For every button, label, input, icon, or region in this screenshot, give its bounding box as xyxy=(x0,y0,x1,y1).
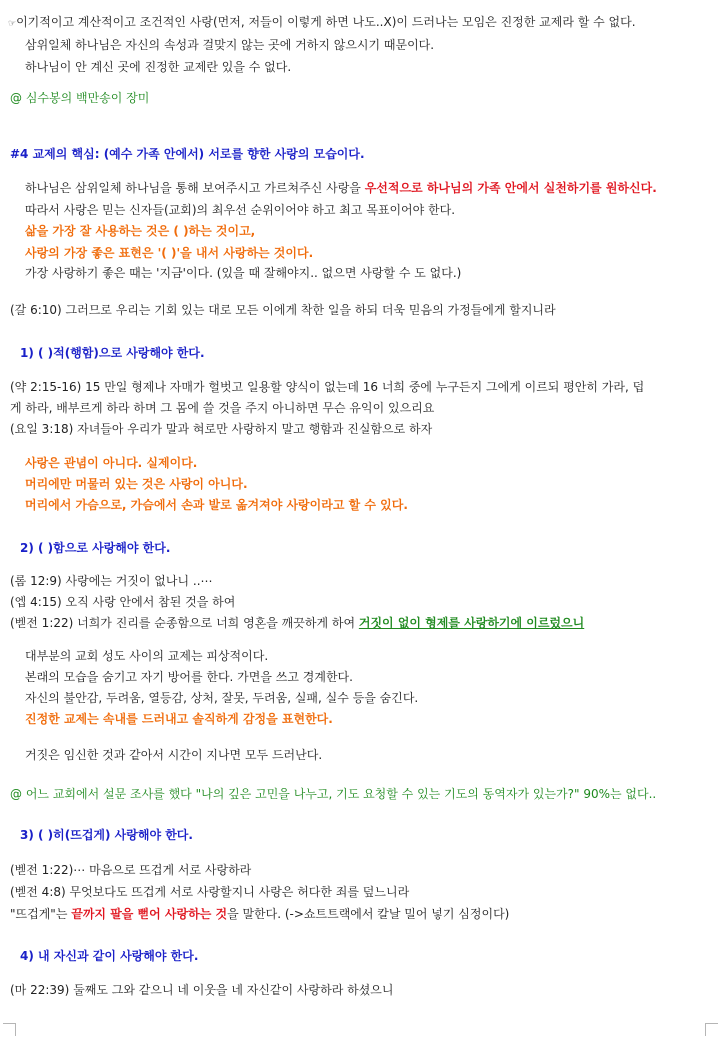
item-2-verse-3: (벧전 1:22) 너희가 진리를 순종함으로 너희 영혼을 깨끗하게 하여 거짓이 없이 형제를 사랑하기에 이르렀으니 xyxy=(10,616,585,630)
section-paragraph-3: 삶을 가장 잘 사용하는 것은 ( )하는 것이고, xyxy=(25,224,256,238)
pointing-hand-icon: ☞ xyxy=(8,19,17,29)
emphasis-red: 우선적으로 하나님의 가족 안에서 실천하기를 원하신다. xyxy=(364,181,657,195)
item-2-heading: 2) ( )함으로 사랑해야 한다. xyxy=(20,541,171,555)
section-paragraph-4: 사랑의 가장 좋은 표현은 '( )'을 내서 사랑하는 것이다. xyxy=(25,246,314,260)
item-4-verse-1: (마 22:39) 둘째도 그와 같으니 네 이웃을 네 자신같이 사랑하라 하셨으니 xyxy=(10,983,394,997)
intro-line-3: 하나님이 안 계신 곳에 진정한 교제란 있을 수 없다. xyxy=(25,60,292,74)
item-3-paragraph: "뜨겁게"는 끝까지 팔을 뻗어 사랑하는 것을 말한다. (->쇼트트랙에서 칼날 밀어 넣기 심정이다) xyxy=(10,907,510,921)
section-paragraph-1: 하나님은 삼위일체 하나님을 통해 보여주시고 가르쳐주신 사랑을 우선적으로 하나님의 가족 안에서 실천하기를 원하신다. xyxy=(25,181,657,195)
page-corner-mark xyxy=(3,1023,16,1036)
item-1-heading: 1) ( )적(행함)으로 사랑해야 한다. xyxy=(20,346,205,360)
item-2-paragraph-5: 거짓은 임신한 것과 같아서 시간이 지나면 모두 드러난다. xyxy=(25,748,323,762)
item-2-paragraph-1: 대부분의 교회 성도 사이의 교제는 피상적이다. xyxy=(25,649,269,663)
item-1-verse-2: (요일 3:18) 자녀들아 우리가 말과 혀로만 사랑하지 말고 행함과 진실함으로 하자 xyxy=(10,422,433,436)
item-2-verse-2: (엡 4:15) 오직 사랑 안에서 참된 것을 하여 xyxy=(10,595,236,609)
item-1-emphasis-3: 머리에서 가슴으로, 가슴에서 손과 발로 옮겨져야 사랑이라고 할 수 있다. xyxy=(25,498,408,512)
section-paragraph-5: 가장 사랑하기 좋은 때는 '지금'이다. (있을 때 잘해야지.. 없으면 사랑할 수 도 없다.) xyxy=(25,266,462,280)
section-paragraph-2: 따라서 사랑은 믿는 신자들(교회)의 최우선 순위이어야 하고 최고 목표이어야 한다. xyxy=(25,203,456,217)
emphasis-red: 끝까지 팔을 뻗어 사랑하는 것 xyxy=(71,907,228,921)
intro-line-2: 삼위일체 하나님은 자신의 속성과 걸맞지 않는 곳에 거하지 않으시기 때문이다. xyxy=(25,38,435,52)
item-4-heading: 4) 내 자신과 같이 사랑해야 한다. xyxy=(20,949,199,963)
item-2-paragraph-2: 본래의 모습을 숨기고 자기 방어를 한다. 가면을 쓰고 경계한다. xyxy=(25,670,353,684)
item-1-verse-1b: 게 하라, 배부르게 하라 하며 그 몸에 쓸 것을 주지 아니하면 무슨 유익이 있으리요 xyxy=(10,401,435,415)
item-3-heading: 3) ( )히(뜨겁게) 사랑해야 한다. xyxy=(20,828,193,842)
item-3-verse-2: (벧전 4:8) 무엇보다도 뜨겁게 서로 사랑할지니 사랑은 허다한 죄를 덮느니라 xyxy=(10,885,410,899)
emphasis-green-underline: 거짓이 없이 형제를 사랑하기에 이르렀으니 xyxy=(358,616,585,630)
intro-note: @ 심수봉의 백만송이 장미 xyxy=(10,91,150,105)
item-2-note: @ 어느 교회에서 설문 조사를 했다 "나의 깊은 고민을 나누고, 기도 요청할 수 있는 기도의 동역자가 있는가?" 90%는 없다.. xyxy=(10,787,657,801)
page-corner-mark xyxy=(705,1023,718,1036)
section-heading: #4 교제의 핵심: (예수 가족 안에서) 서로를 향한 사랑의 모습이다. xyxy=(10,147,365,161)
item-1-emphasis-1: 사랑은 관념이 아니다. 실제이다. xyxy=(25,456,198,470)
intro-line-1: ☞이기적이고 계산적이고 조건적인 사랑(먼저, 저들이 이렇게 하면 나도..X)이 드러나는 모임은 진정한 교제라 할 수 없다. xyxy=(8,15,636,29)
item-3-verse-1: (벧전 1:22)⋯ 마음으로 뜨겁게 서로 사랑하라 xyxy=(10,863,252,877)
section-verse: (갈 6:10) 그러므로 우리는 기회 있는 대로 모든 이에게 착한 일을 하되 더욱 믿음의 가정들에게 할지니라 xyxy=(10,303,556,317)
item-2-paragraph-3: 자신의 불안감, 두려움, 열등감, 상처, 잘못, 두려움, 실패, 실수 등을 숨긴다. xyxy=(25,691,419,705)
item-1-emphasis-2: 머리에만 머물러 있는 것은 사랑이 아니다. xyxy=(25,477,248,491)
item-2-paragraph-4: 진정한 교제는 속내를 드러내고 솔직하게 감정을 표현한다. xyxy=(25,712,333,726)
item-1-verse-1a: (약 2:15-16) 15 만일 형제나 자매가 헐벗고 일용할 양식이 없는데 16 너희 중에 누구든지 그에게 이르되 평안히 가라, 덥 xyxy=(10,380,645,394)
item-2-verse-1: (롬 12:9) 사랑에는 거짓이 없나니 ..⋯ xyxy=(10,574,213,588)
